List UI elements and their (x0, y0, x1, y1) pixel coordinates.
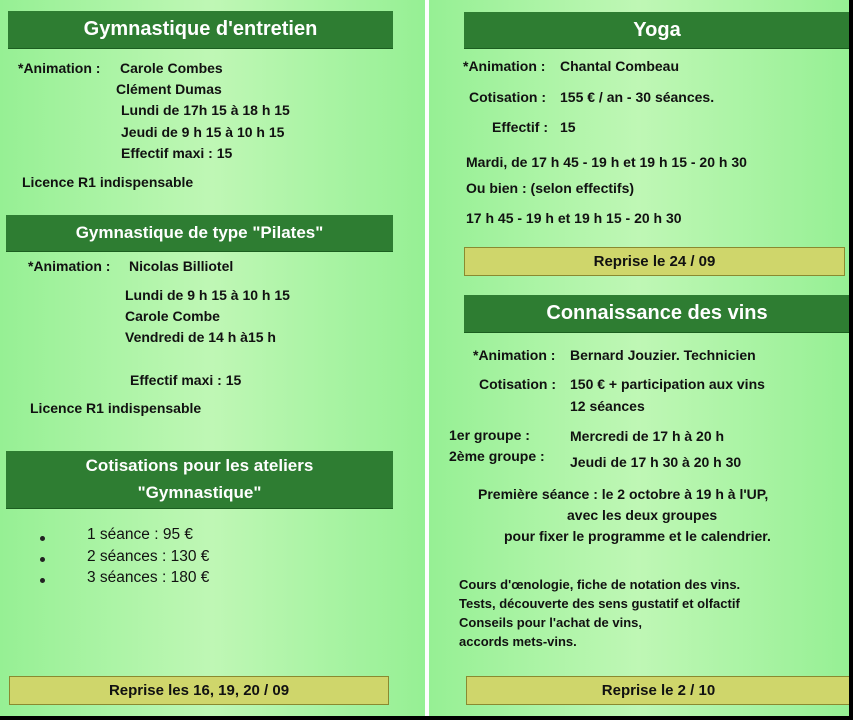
vins-title: Connaissance des vins (546, 302, 768, 324)
yoga-effectif-label: Effectif : (492, 119, 548, 135)
cotisations-title-line2: "Gymnastique" (137, 483, 262, 502)
vins-reprise-banner: Reprise le 2 / 10 (466, 676, 849, 705)
yoga-schedule2: Ou bien : (selon effectifs) (466, 180, 635, 196)
pilates-schedule1: Lundi de 9 h 15 à 10 h 15 (125, 287, 290, 303)
pilates-animation-label: *Animation : (28, 258, 111, 274)
pilates-licence: Licence R1 indispensable (30, 400, 202, 416)
cotisation-item-1: 1 séance : 95 € (87, 526, 193, 543)
pilates-animator2: Carole Combe (125, 308, 220, 324)
gym-entretien-header (8, 11, 393, 48)
vins-group2: Jeudi de 17 h 30 à 20 h 30 (570, 454, 742, 470)
gym-entretien-effectif: Effectif maxi : 15 (121, 145, 233, 161)
gym-entretien-animation-label: *Animation : (18, 60, 101, 76)
vins-cotisation1: 150 € + participation aux vins (570, 376, 765, 392)
pilates-header (6, 215, 393, 251)
yoga-schedule3: 17 h 45 - 19 h et 19 h 15 - 20 h 30 (466, 210, 682, 226)
gym-entretien-animator2: Clément Dumas (116, 81, 222, 97)
cotisation-item-2: 2 séances : 130 € (87, 548, 210, 565)
yoga-animation-label: *Animation : (463, 58, 546, 74)
yoga-title: Yoga (633, 19, 681, 41)
vins-first-session1: Première séance : le 2 octobre à 19 h à l'UP, (478, 486, 769, 502)
pilates-schedule2: Vendredi de 14 h à15 h (125, 329, 276, 345)
vins-animator: Bernard Jouzier. Technicien (570, 347, 756, 363)
yoga-animator: Chantal Combeau (560, 58, 680, 74)
vins-first-session2: avec les deux groupes (567, 507, 718, 523)
bullet-icon (40, 557, 45, 562)
yoga-header (464, 12, 849, 48)
yoga-cotisation-label: Cotisation : (469, 89, 546, 105)
vins-group1-label: 1er groupe : (449, 427, 530, 443)
pilates-effectif: Effectif maxi : 15 (130, 372, 242, 388)
vins-desc2: Tests, découverte des sens gustatif et olfactif (459, 596, 740, 611)
vins-animation-label: *Animation : (473, 347, 556, 363)
yoga-effectif: 15 (560, 119, 576, 135)
pilates-animator1: Nicolas Billiotel (129, 258, 234, 274)
left-panel (0, 0, 425, 716)
vins-group2-label: 2ème groupe : (449, 448, 545, 464)
right-panel (429, 0, 849, 716)
cotisations-header (6, 451, 393, 508)
vins-desc1: Cours d'œnologie, fiche de notation des vins. (459, 577, 741, 592)
vins-desc3: Conseils pour l'achat de vins, (459, 615, 642, 630)
gym-entretien-animator1: Carole Combes (120, 60, 223, 76)
cotisations-title-line1: Cotisations pour les ateliers (85, 456, 314, 475)
gym-entretien-licence: Licence R1 indispensable (22, 174, 194, 190)
yoga-reprise-banner: Reprise le 24 / 09 (464, 247, 845, 276)
cotisation-item-3: 3 séances : 180 € (87, 569, 210, 586)
gym-reprise-banner: Reprise les 16, 19, 20 / 09 (9, 676, 389, 705)
vins-group1: Mercredi de 17 h à 20 h (570, 428, 725, 444)
bullet-icon (40, 578, 45, 583)
vins-header (464, 295, 849, 332)
vins-cotisation2: 12 séances (570, 398, 645, 414)
pilates-title: Gymnastique de type "Pilates" (75, 223, 324, 242)
gym-entretien-schedule1: Lundi de 17h 15 à 18 h 15 (121, 102, 290, 118)
vins-desc4: accords mets-vins. (459, 634, 577, 649)
bullet-icon (40, 536, 45, 541)
yoga-schedule1: Mardi, de 17 h 45 - 19 h et 19 h 15 - 20 h 30 (466, 154, 747, 170)
gym-entretien-schedule2: Jeudi de 9 h 15 à 10 h 15 (121, 124, 285, 140)
vins-cotisation-label: Cotisation : (479, 376, 556, 392)
yoga-cotisation: 155 € / an - 30 séances. (560, 89, 715, 105)
gym-entretien-title: Gymnastique d'entretien (83, 18, 318, 40)
vins-first-session3: pour fixer le programme et le calendrier. (504, 528, 771, 544)
